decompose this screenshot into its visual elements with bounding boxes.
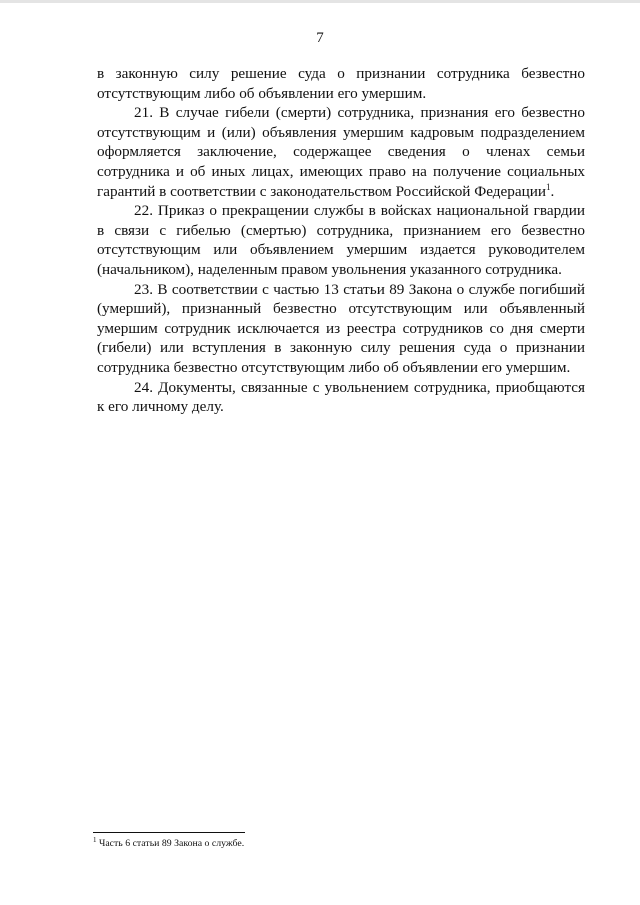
paragraph-continuation xyxy=(97,64,585,103)
paragraph-text: 22. Приказ о прекращении службы в войсках национальной гвардии в связи с гибелью (смертью) сотрудника, признанием его безвестно отсутствующим или объявлением умершим издается руководителем (начальником), наделенным правом увольнения указанного сотрудника. xyxy=(97,202,585,278)
paragraph-text: 21. В случае гибели (смерти) сотрудника, признания его безвестно отсутствующим и (или) объявления умершим кадровым подразделением оформляется заключение, содержащее сведения о членах семьи сотрудника и об иных лицах, имеющих право на получение социальных гарантий в соответствии с законодательством Российской Федерации xyxy=(97,104,585,200)
footnote-marker: 1 xyxy=(93,836,97,844)
paragraph-end-punctuation: . xyxy=(550,182,555,200)
footnote-reference: 1 xyxy=(545,181,551,192)
footnote-separator xyxy=(93,832,245,833)
paragraph-text: в законную силу решение суда о признании сотрудника безвестно отсутствующим либо об объявлении его умершим. xyxy=(97,65,585,102)
paragraph-23 xyxy=(97,280,585,378)
paragraph-text: 23. В соответствии с частью 13 статьи 89 Закона о службе погибший (умерший), признанный безвестно отсутствующим или объявленный умершим сотрудник исключается из реестра сотрудников со дня смерти (гибели) или вступления в законную силу решения суда о признании сотрудника безвестно отсутствующим либо об объявлении его умершим. xyxy=(97,280,585,376)
footnote xyxy=(93,838,244,850)
paragraph-24 xyxy=(97,378,585,417)
footnote-text: Часть 6 статьи 89 Закона о службе. xyxy=(98,838,245,849)
paragraph-22 xyxy=(97,201,585,279)
paragraph-21 xyxy=(97,103,585,201)
document-body xyxy=(97,64,585,417)
page-top-edge xyxy=(0,0,640,3)
page-number: 7 xyxy=(316,30,324,46)
paragraph-text: 24. Документы, связанные с увольнением сотрудника, приобщаются к его личному делу. xyxy=(97,378,585,416)
